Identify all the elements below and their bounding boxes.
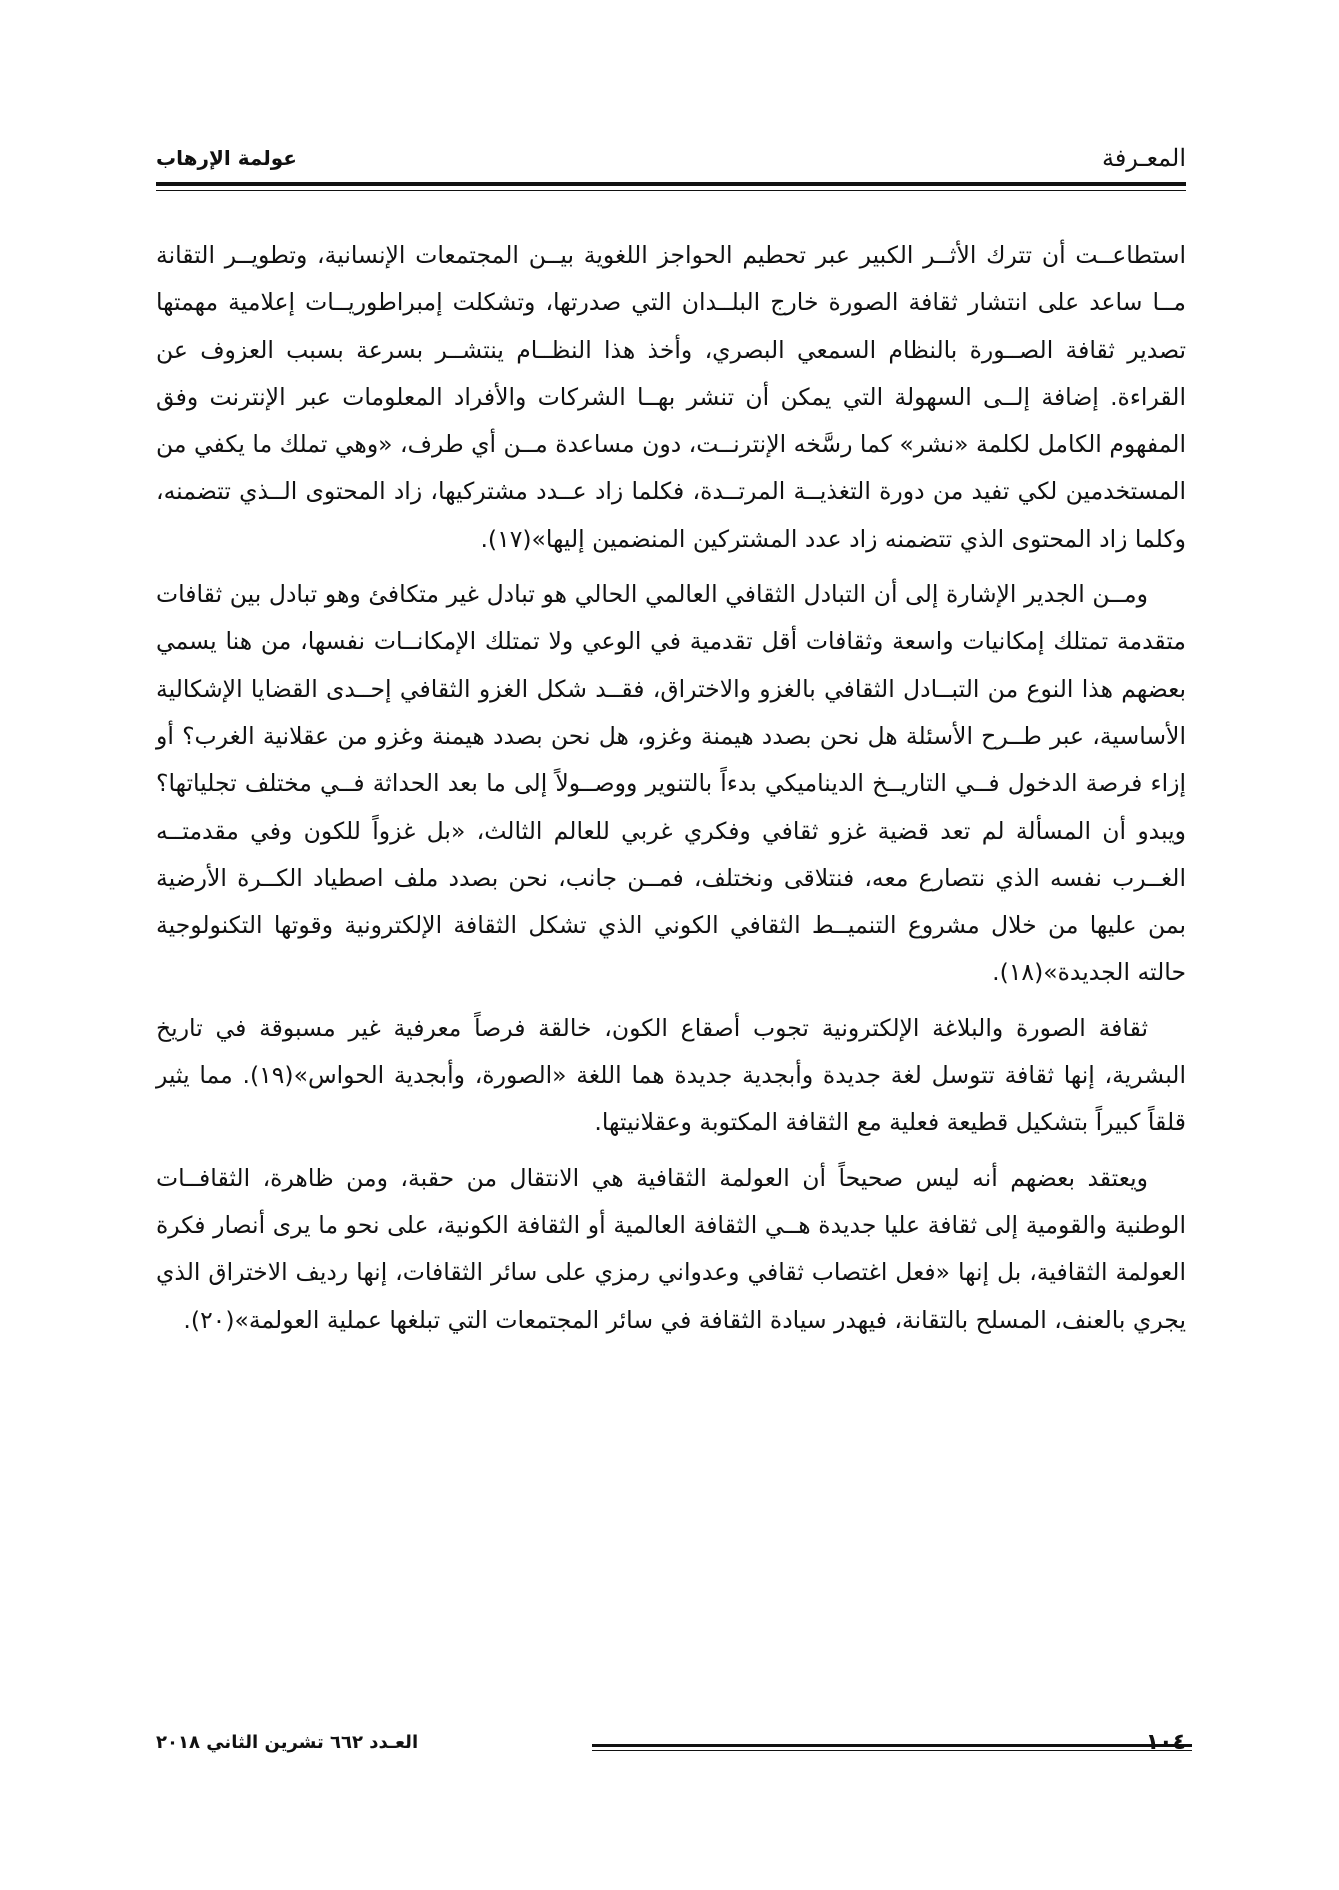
page-number: ١٠٤ (1145, 1730, 1186, 1755)
header-divider (156, 182, 1186, 186)
header-divider-thin (156, 190, 1186, 191)
footer-divider (592, 1744, 1192, 1747)
footer-divider-thin (592, 1750, 1192, 1751)
paragraph: ثقافة الصورة والبلاغة الإلكترونية تجوب أصقاع الكون، خالقة فرصاً معرفية غير مسبوقة في تاريخ البشرية، إنها ثقافة تتوسل لغة جديدة وأبجدية جديدة هما اللغة «الصورة، وأبجدية الحواس»(١٩). مما يثير قلقاً كبيراً بتشكيل قطيعة فعلية مع الثقافة المكتوبة وعقلانيتها. (156, 1013, 1186, 1137)
page-header (156, 136, 1186, 176)
page-footer (156, 1730, 1186, 1764)
paragraph: ويعتقد بعضهم أنه ليس صحيحاً أن العولمة الثقافية هي الانتقال من حقبة، ومن ظاهرة، الثقافــات الوطنية والقومية إلى ثقافة عليا جديدة هــي الثقافة العالمية أو الثقافة الكونية، على نحو ما يرى أنصار فكرة العولمة الثقافية، بل إنها «فعل اغتصاب ثقافي وعدواني رمزي على سائر الثقافات، إنها رديف الاختراق الذي يجري بالعنف، المسلح بالتقانة، فيهدر سيادة الثقافة في سائر المجتمعات التي تبلغها عملية العولمة»(٢٠). (156, 1163, 1186, 1334)
paragraph: استطاعــت أن تترك الأثــر الكبير عبر تحطيم الحواجز اللغوية بيــن المجتمعات الإنسانية، وتطويــر التقانة مــا ساعد على انتشار ثقافة الصورة خارج البلــدان التي صدرتها، وتشكلت إمبراطوريــات إعلامية مهمتها تصدير ثقافة الصــورة بالنظام السمعي البصري، وأخذ هذا النظــام ينتشــر بسرعة بسبب العزوف عن القراءة. إضافة إلــى السهولة التي يمكن أن تنشر بهــا الشركات والأفراد المعلومات عبر الإنترنت وفق المفهوم الكامل لكلمة «نشر» كما رسَّخه الإنترنــت، دون مساعدة مــن أي طرف، «وهي تملك ما يكفي من المستخدمين لكي تفيد من دورة التغذيــة المرتــدة، فكلما زاد عــدد مشتركيها، زاد المحتوى الــذي تتضمنه، وكلما زاد المحتوى الذي تتضمنه زاد عدد المشتركين المنضمين إليها»(١٧). (156, 241, 1186, 553)
journal-logo: المعـرفة (1101, 144, 1186, 172)
issue-info: العـدد ٦٦٢ تشرين الثاني ٢٠١٨ (156, 1732, 419, 1753)
article-title: عولمة الإرهاب (156, 146, 297, 170)
article-body (156, 232, 1186, 1352)
paragraph: ومــن الجدير الإشارة إلى أن التبادل الثقافي العالمي الحالي هو تبادل غير متكافئ وهو تبادل بين ثقافات متقدمة تمتلك إمكانيات واسعة وثقافات أقل تقدمية في الوعي ولا تمتلك الإمكانــات نفسها، من هنا يسمي بعضهم هذا النوع من التبــادل الثقافي بالغزو والاختراق، فقــد شكل الغزو الثقافي إحــدى القضايا الإشكالية الأساسية، عبر طــرح الأسئلة هل نحن بصدد هيمنة وغزو، هل نحن بصدد هيمنة وغزو من عقلانية الغرب؟ أو إزاء فرصة الدخول فــي التاريــخ الديناميكي بدءاً بالتنوير ووصــولاً إلى ما بعد الحداثة فــي مختلف تجلياتها؟ ويبدو أن المسألة لم تعد قضية غزو ثقافي وفكري غربي للعالم الثالث، «بل غزواً للكون وفي مقدمتــه الغــرب نفسه الذي نتصارع معه، فنتلاقى ونختلف، فمــن جانب، نحن بصدد ملف اصطياد الكــرة الأرضية بمن عليها من خلال مشروع التنميــط الثقافي الكوني الذي تشكل الثقافة الإلكترونية وقوتها التكنولوجية حالته الجديدة»(١٨). (156, 580, 1186, 987)
